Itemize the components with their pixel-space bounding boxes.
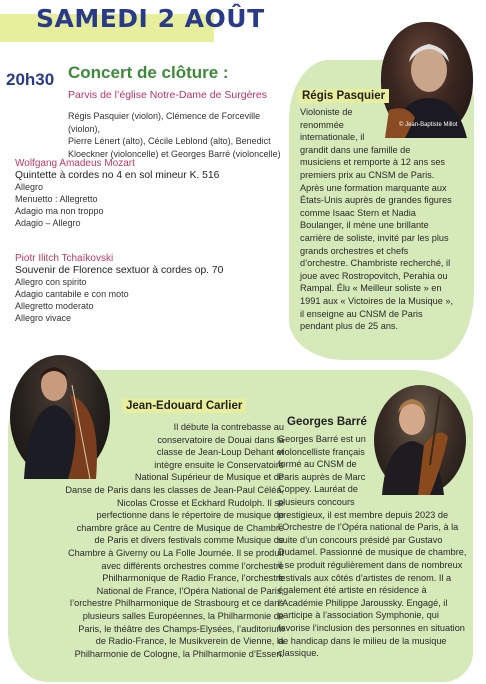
bio-line: Philharmonie de Cologne, la Philharmonie d’Essen. (74, 648, 284, 659)
bio-line: Après une formation marquante aux (300, 182, 447, 193)
bio-line: National de France, l’Opéra National de Paris, (96, 585, 284, 596)
movement: Allegro con spirito (15, 277, 87, 287)
movement: Adagio cantabile e con moto (15, 289, 129, 299)
bio-line: plusieurs concours (278, 496, 355, 507)
bio-line: Coppey. Lauréat de (278, 484, 359, 495)
bio-line: 1991 aux « Victoires de la Musique », (300, 295, 454, 306)
bio-line: premiers prix au CNSM de Paris. (300, 169, 435, 180)
bio-line: joue avec Rostropovitch, Perahia ou (300, 270, 448, 281)
bio-line: également été artiste en résidence à (278, 585, 427, 596)
artist-name: Régis Pasquier (298, 89, 389, 103)
performers-line: Kloeckner (violoncelle) et Georges Barré (violoncelle) (68, 148, 281, 159)
bio-line: il enseigne au CNSM de Paris (300, 308, 423, 319)
bio-line: musiciens et remporte à 12 ans ses (300, 157, 446, 168)
bio-line: classe de Jean-Loup Dehant et (156, 447, 284, 458)
event-time: 20h30 (6, 70, 55, 89)
work-title: Quintette à cordes no 4 en sol mineur K. 516 (15, 170, 220, 181)
bio-line: États-Unis auprès de grandes figures (300, 195, 452, 206)
bio-line: chambre grâce au Centre de Musique de Chambre (76, 522, 284, 533)
bio-line: festivals aux côtés d’artistes de renom. Il a (278, 572, 452, 583)
bio-line: plusieurs salles Européennes, la Philharmonie de (82, 610, 284, 621)
name-tag-pasquier (298, 86, 389, 104)
bio-line: de Radio-France, le Musikverein de Vienne, la (95, 636, 284, 647)
bio-line: Philharmonique de Radio France, l’orchestre (102, 573, 284, 584)
performers-list (68, 110, 283, 160)
bio-line: suite d’un concours présidé par Gustavo (278, 534, 443, 545)
bio-line: favorise l’inclusion des personnes en situation (278, 622, 465, 633)
bio-line: Georges Barré est un (278, 434, 366, 444)
artist-name: Jean-Edouard Carlier (122, 399, 246, 413)
bio-text-carlier (22, 421, 284, 660)
bio-line: avec différents orchestres comme l’orchestre (101, 560, 284, 571)
event-title: Concert de clôture : (68, 63, 229, 82)
movement: Allegro (15, 182, 44, 192)
artist-name: Georges Barré (287, 416, 367, 428)
bio-line: Violoniste de (300, 107, 353, 117)
bio-line: perfectionne dans le répertoire de musique de (96, 510, 284, 521)
movement: Menuetto : Allegretto (15, 194, 98, 204)
bio-line: Il débute la contrebasse au (173, 422, 284, 432)
movement: Adagio – Allegro (15, 218, 81, 228)
bio-line: d’orchestre. Chambriste recherché, il (300, 258, 451, 269)
bio-line: Chambre à Giverny ou La Folle Journée. Il se produit (67, 547, 284, 558)
bio-line: violoncelliste français (278, 446, 365, 457)
bio-line: il se produit régulièrement dans de nombreux (278, 559, 463, 570)
bio-line: intègre ensuite le Conservatoire (154, 459, 284, 470)
bio-line: de handicap dans le milieu de la musique (278, 635, 447, 646)
bio-line: National Supérieur de Musique et de (134, 472, 284, 483)
bio-line: carrière de soliste, invité par les plus (300, 232, 449, 243)
bio-line: Paris auprès de Marc (278, 471, 366, 482)
photo-credit: © Jean-Baptiste Millot (399, 122, 458, 128)
bio-line: pendant plus de 25 ans. (300, 321, 399, 332)
movement: Allegro vivace (15, 313, 72, 323)
bio-line: participe à l’association Symphonie, qui (278, 610, 439, 621)
bio-line: internationale, il (300, 132, 365, 143)
bio-line: l’Académie Philippe Jaroussky. Engagé, il (278, 597, 448, 608)
bio-line: comme Isaac Stern et Nadia (300, 207, 416, 218)
bio-line: Boulanger, il mène une brillante (300, 220, 429, 231)
program-item-tchaikovski (15, 253, 280, 324)
bio-text-pasquier (300, 106, 472, 333)
name-tag-barre (283, 412, 371, 430)
performers-line: Régis Pasquier (violon), Clémence de Forceville (violon), (68, 111, 261, 134)
bio-line: de Paris et divers festivals comme Musique de (94, 535, 284, 546)
bio-line: Rampal. Élu « Meilleur soliste » en (300, 283, 442, 294)
bio-line: conservatoire de Douai dans la (157, 434, 284, 445)
bio-line: Dudamel. Passionné de musique de chambre, (278, 547, 467, 558)
bio-line: Paris, le théâtre des Champs-Elysées, l’auditorium (78, 623, 284, 634)
bio-line: prestigieux, il est membre depuis 2023 de (278, 509, 449, 520)
work-title: Souvenir de Florence sextuor à cordes op. 70 (15, 265, 224, 276)
composer-name: Wolfgang Amadeus Mozart (15, 158, 135, 169)
movement: Adagio ma non troppo (15, 206, 104, 216)
bio-line: l’Orchestre de l’Opéra national de Paris, à la (278, 522, 459, 533)
performers-line: Pierre Lénert (alto), Cécile Leblond (alto), Benedict (68, 136, 271, 146)
page-title: SAMEDI 2 AOÛT (36, 4, 265, 33)
bio-line: grandit dans une famille de (300, 144, 411, 155)
bio-line: renommée (300, 119, 344, 130)
bio-line: classique. (278, 648, 319, 659)
bio-line: Danse de Paris dans les classes de Jean-Paul Céléa, (65, 484, 284, 495)
bio-text-barre (278, 433, 468, 660)
event-place: Parvis de l’église Notre-Dame de Surgères (68, 89, 268, 101)
movement: Allegretto moderato (15, 301, 94, 311)
bio-line: grands orchestres et chefs (300, 245, 409, 256)
program-item-mozart (15, 158, 280, 229)
name-tag-carlier (122, 396, 246, 414)
bio-line: l’orchestre Philharmonique de Strasbourg et ce dans (70, 598, 284, 609)
composer-name: Piotr Ilitch Tchaïkovski (15, 253, 114, 264)
bio-line: formé au CNSM de (278, 459, 357, 470)
bio-line: Nicolas Crosse et Eckhard Rudolph. Il se (117, 497, 284, 508)
